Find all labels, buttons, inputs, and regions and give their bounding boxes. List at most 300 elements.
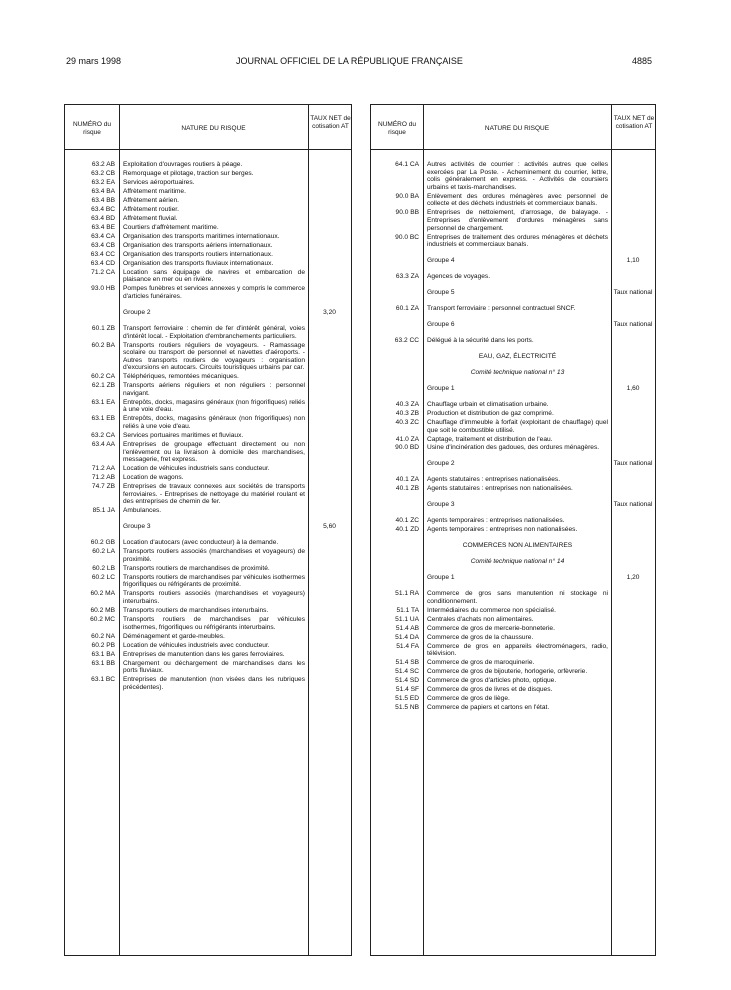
risk-nature: Entrepôts, docks, magasins généraux (non frigorifiques) non reliés à une voie d'eau. <box>123 415 305 431</box>
group-row <box>371 289 655 297</box>
table-row <box>65 325 351 340</box>
rate-value <box>611 686 655 694</box>
risk-code: 63.4 BA <box>91 187 115 195</box>
risk-nature: Autres activités de courrier : activités autres que celles exercées par La Poste. - Acheminement du courrier, lettre, colis généralement en express. - Activités de coursiers urbains et taxis-marchandises. <box>427 161 608 191</box>
table-row <box>65 539 351 547</box>
table-row <box>371 686 655 694</box>
risk-code: 51.4 DA <box>395 633 419 641</box>
rate-value <box>308 170 351 178</box>
risk-code: 60.1 ZB <box>91 324 115 332</box>
rate-value: Taux national <box>613 460 653 468</box>
table-row <box>65 170 351 178</box>
table-row <box>65 260 351 268</box>
rate-value <box>308 233 351 241</box>
rate-value <box>308 206 351 214</box>
table-row <box>65 197 351 205</box>
rate-value <box>308 342 351 372</box>
risk-code: 51.1 UA <box>395 615 419 623</box>
table-row <box>371 590 655 605</box>
risk-code: 63.4 CC <box>90 250 115 258</box>
risk-nature: Commerce de gros sans manutention ni stockage ni conditionnement. <box>427 590 608 605</box>
risk-code: 90.0 BD <box>395 444 419 452</box>
risk-code: 63.2 CC <box>394 337 419 345</box>
table-row <box>371 161 655 191</box>
rate-value <box>611 695 655 703</box>
risk-nature: Remorquage et pilotage, traction sur berges. <box>123 169 254 177</box>
rate-value <box>611 305 655 313</box>
rate-value <box>611 659 655 667</box>
risk-code <box>371 501 423 509</box>
table-row <box>65 676 351 691</box>
risk-nature: Comité technique national n° 14 <box>470 558 565 566</box>
risk-nature: Entreprises de manutention dans les gares ferroviaires. <box>123 650 285 658</box>
risk-code: 60.2 MB <box>90 606 115 614</box>
rate-value <box>308 651 351 659</box>
risk-nature: Agents temporaires : entreprises non nationalisées. <box>427 526 578 534</box>
rate-value: Taux national <box>613 501 653 509</box>
rate-value <box>308 474 351 482</box>
risk-nature: Usine d'incinération des gadoues, des ordures ménagères. <box>427 444 600 452</box>
header-date: 29 mars 1998 <box>66 56 122 66</box>
table-row <box>371 209 655 232</box>
risk-code: 63.4 BB <box>91 196 115 204</box>
risk-code: 63.2 CB <box>91 169 115 177</box>
rate-value <box>611 369 655 377</box>
risk-code: 51.4 SC <box>395 668 419 676</box>
risk-nature: Commerce de gros de maroquinerie. <box>427 659 535 667</box>
risk-nature: Location de véhicules industriels sans conducteur. <box>123 465 270 473</box>
risk-code: 41.0 ZA <box>395 435 419 443</box>
table-row <box>371 668 655 676</box>
table-row <box>65 633 351 641</box>
table-row <box>65 651 351 659</box>
table-row <box>65 441 351 464</box>
risk-nature: Chauffage d'immeuble à forfait (exploitant de chauffage) quel que soit le combustible utilisé. <box>427 418 608 434</box>
risk-code: 51.5 ED <box>395 695 419 703</box>
rate-value <box>308 565 351 573</box>
rate-value: Taux national <box>613 289 653 297</box>
risk-nature: Groupe 1 <box>427 384 455 392</box>
risk-code <box>65 309 119 317</box>
rate-value <box>308 285 351 300</box>
rate-value <box>611 677 655 685</box>
risk-code: 40.1 ZC <box>395 517 419 525</box>
table-row <box>371 616 655 624</box>
rate-value <box>308 616 351 631</box>
rate-value <box>308 415 351 430</box>
risk-nature: Transport ferroviaire : chemin de fer d'intérêt général, voies d'intérêt local. - Exploitation d'embranchements particuliers. <box>123 324 305 340</box>
group-row <box>371 321 655 329</box>
rate-value <box>611 526 655 534</box>
table-row <box>65 432 351 440</box>
risk-code: 60.2 NA <box>91 632 115 640</box>
rate-value <box>308 242 351 250</box>
table-row <box>65 161 351 169</box>
table-row <box>371 193 655 208</box>
risk-nature: Chargement ou déchargement de marchandises dans les ports fluviaux. <box>123 659 305 675</box>
rate-value <box>611 337 655 345</box>
group-row <box>371 257 655 265</box>
table-row <box>65 269 351 284</box>
risk-nature: Affrètement routier. <box>123 205 179 213</box>
risk-code: 63.1 BA <box>91 650 115 658</box>
risk-nature: Transports routiers réguliers de voyageurs. - Ramassage scolaire ou transport de personnel et navettes d'aéroports. - Autres transports routiers de voyageurs : organisation d'excursions en autocars. Circuits touristiques urbains par car. <box>123 341 305 372</box>
rate-value <box>308 633 351 641</box>
risk-code: 63.1 BB <box>91 659 115 667</box>
risk-nature: Téléphériques, remontées mécaniques. <box>123 373 239 381</box>
table-row <box>65 188 351 196</box>
rate-value <box>308 660 351 675</box>
risk-nature: Affrètement maritime. <box>123 187 186 195</box>
rate-value: 1,20 <box>626 574 640 582</box>
table-row <box>371 337 655 345</box>
table-row <box>371 476 655 484</box>
risk-nature: Ambulances. <box>123 507 162 515</box>
rate-value: 1,10 <box>626 257 640 265</box>
rate-value <box>308 399 351 414</box>
rate-value <box>611 558 655 566</box>
risk-code: 63.4 BC <box>91 205 115 213</box>
rate-value <box>611 616 655 624</box>
risk-code <box>371 558 423 566</box>
risk-code: 40.1 ZD <box>395 526 419 534</box>
rate-value <box>308 507 351 515</box>
risk-code: 63.3 ZA <box>395 273 419 281</box>
risk-code: 90.0 BA <box>395 192 419 200</box>
risk-code <box>371 321 423 329</box>
rate-value <box>611 517 655 525</box>
risk-nature: Transports routiers de marchandises de proximité. <box>123 564 270 572</box>
rate-value <box>611 193 655 208</box>
table-row <box>371 607 655 615</box>
rate-value <box>611 668 655 676</box>
risk-code: 74.7 ZB <box>91 483 115 491</box>
risk-code: 63.4 CD <box>90 259 115 267</box>
risk-nature: Groupe 5 <box>427 289 455 297</box>
risk-code: 40.1 ZB <box>395 485 419 493</box>
col-header-nature: NATURE DU RISQUE <box>484 125 550 132</box>
risk-nature: Location sans équipage de navires et embarcation de plaisance en mer ou en rivière. <box>123 268 305 284</box>
risk-code: 60.2 LA <box>92 548 115 556</box>
table-row <box>65 342 351 372</box>
risk-code: 63.4 CB <box>91 241 115 249</box>
table-row <box>371 634 655 642</box>
table-row <box>371 677 655 685</box>
table-row <box>65 179 351 187</box>
group-row <box>65 309 351 317</box>
risk-nature: Entrepôts, docks, magasins généraux (non frigorifiques) reliés à une voie d'eau. <box>123 398 305 414</box>
risk-code: 63.2 EA <box>91 178 115 186</box>
rate-value <box>611 436 655 444</box>
rate-value: 1,60 <box>626 384 640 392</box>
risk-nature: Déménagement et garde-meubles. <box>123 632 225 640</box>
risk-code: 63.4 CA <box>91 232 115 240</box>
rate-value <box>308 382 351 397</box>
table-row <box>371 273 655 281</box>
risk-nature: Agents statutaires : entreprises nationalisées. <box>427 476 561 484</box>
rate-value <box>611 607 655 615</box>
risk-code: 60.2 MA <box>90 590 115 598</box>
risk-nature: Groupe 1 <box>427 574 455 582</box>
header-page-number: 4885 <box>631 56 652 66</box>
risk-code: 63.2 CA <box>91 432 115 440</box>
right-table <box>370 104 656 956</box>
risk-code: 60.2 PB <box>91 641 115 649</box>
risk-code: 51.5 NB <box>395 704 419 712</box>
rate-value <box>308 676 351 691</box>
table-row <box>371 410 655 418</box>
header-title: JOURNAL OFFICIEL DE LA RÉPUBLIQUE FRANÇAISE <box>236 56 463 66</box>
risk-nature: Transports routiers de marchandises par véhicules isothermes, frigorifiques ou réfrigérants interurbains. <box>123 615 305 631</box>
risk-code: 51.1 TA <box>396 606 419 614</box>
risk-code: 60.2 CA <box>91 373 115 381</box>
risk-nature: Agences de voyages. <box>427 273 491 281</box>
rate-value <box>611 410 655 418</box>
rate-value <box>308 432 351 440</box>
table-row <box>65 565 351 573</box>
rate-value <box>308 161 351 169</box>
rate-value <box>611 643 655 658</box>
left-table-rows <box>65 161 351 693</box>
risk-code: 60.2 GB <box>90 539 115 547</box>
group-row <box>371 501 655 509</box>
left-table <box>64 104 352 956</box>
rate-value <box>308 441 351 464</box>
risk-nature: Transports routiers associés (marchandises et voyageurs) interurbains. <box>123 590 305 605</box>
rate-value <box>611 542 655 550</box>
table-row <box>65 233 351 241</box>
risk-code: 90.0 BC <box>395 233 419 241</box>
risk-nature: Transports routiers de marchandises par véhicules isothermes frigorifiques ou réfrigérants de proximité. <box>123 573 305 589</box>
section-heading-row <box>371 542 655 550</box>
table-row <box>65 373 351 381</box>
table-row <box>65 483 351 506</box>
risk-nature: Comité technique national n° 13 <box>470 368 565 376</box>
risk-nature: Entreprises de travaux connexes aux sociétés de transports ferroviaires. - Entreprises de nettoyage du matériel roulant et des entreprises de chemin de fer. <box>123 483 305 506</box>
risk-code: 63.4 BE <box>91 223 115 231</box>
rate-value <box>308 215 351 223</box>
risk-nature: Location de wagons. <box>123 474 184 482</box>
table-row <box>65 590 351 605</box>
rate-value <box>308 251 351 259</box>
risk-nature: Groupe 3 <box>427 501 455 509</box>
page-header <box>66 56 652 70</box>
risk-nature: Commerce de gros de livres et de disques. <box>427 686 553 694</box>
risk-nature: Commerce de gros de bijouterie, horlogerie, orfèvrerie. <box>427 668 588 676</box>
risk-nature: Exploitation d'ouvrages routiers à péage. <box>123 161 243 168</box>
table-row <box>371 485 655 493</box>
rate-value <box>308 179 351 187</box>
risk-code: 71.2 CA <box>91 268 115 276</box>
risk-nature: Groupe 6 <box>427 321 455 329</box>
risk-nature: Transports routiers de marchandises interurbains. <box>123 606 269 614</box>
risk-code: 63.1 BC <box>91 676 115 684</box>
risk-code: 90.0 BB <box>395 209 419 217</box>
rate-value: Taux national <box>613 321 653 329</box>
risk-nature: Centrales d'achats non alimentaires. <box>427 615 534 623</box>
rate-value <box>308 269 351 284</box>
rate-value <box>308 224 351 232</box>
rate-value: 5,60 <box>323 523 336 531</box>
committee-row <box>371 369 655 377</box>
risk-code: 60.2 MC <box>90 615 115 623</box>
table-row <box>65 251 351 259</box>
rate-value <box>308 539 351 547</box>
risk-code <box>65 523 119 531</box>
rate-value: 3,20 <box>323 308 336 316</box>
risk-code: 40.1 ZA <box>395 476 419 484</box>
rate-value <box>611 419 655 434</box>
risk-code: 51.4 SB <box>395 659 419 667</box>
risk-code: 40.3 ZB <box>395 409 419 417</box>
table-row <box>65 642 351 650</box>
risk-nature: Commerce de gros de mercerie-bonneterie. <box>427 624 555 632</box>
risk-nature: Entreprises de manutention (non visées dans les rubriques précédentes). <box>123 676 305 691</box>
rate-value <box>611 444 655 452</box>
risk-nature: Commerce de gros de liège. <box>427 695 510 703</box>
risk-nature: Groupe 2 <box>427 460 455 468</box>
risk-code: 60.1 ZA <box>395 305 419 313</box>
table-row <box>65 616 351 631</box>
risk-code: 60.2 BA <box>91 341 115 349</box>
risk-nature: Organisation des transports fluviaux internationaux. <box>123 259 274 267</box>
risk-nature: Captage, traitement et distribution de l'eau. <box>427 435 553 443</box>
risk-nature: Enlèvement des ordures ménagères avec personnel de collecte et des déchets industriels et commerciaux banals. <box>427 192 608 208</box>
risk-nature: Commerce de gros de la chaussure. <box>427 633 534 641</box>
table-row <box>371 526 655 534</box>
risk-code: 63.4 AA <box>91 441 115 448</box>
right-table-rows <box>371 161 655 713</box>
risk-nature: Commerce de papiers et cartons en l'état. <box>427 704 550 712</box>
table-row <box>65 465 351 473</box>
risk-nature: Location d'autocars (avec conducteur) à la demande. <box>123 539 279 547</box>
risk-nature: Groupe 3 <box>123 523 151 531</box>
table-row <box>371 704 655 712</box>
rate-value <box>308 590 351 605</box>
risk-code: 51.4 SF <box>395 686 419 694</box>
rate-value <box>611 476 655 484</box>
table-row <box>65 285 351 300</box>
risk-code <box>371 385 423 393</box>
rate-value <box>308 465 351 473</box>
group-row <box>371 574 655 582</box>
risk-nature: Chauffage urbain et climatisation urbaine. <box>427 400 549 408</box>
table-row <box>65 607 351 615</box>
table-row <box>65 382 351 397</box>
table-row <box>65 507 351 515</box>
risk-nature: COMMERCES NON ALIMENTAIRES <box>462 542 573 550</box>
risk-nature: Organisation des transports maritimes internationaux. <box>123 232 280 240</box>
rate-value <box>611 704 655 712</box>
rate-value <box>308 373 351 381</box>
risk-nature: Affrètement fluvial. <box>123 214 178 222</box>
group-row <box>371 385 655 393</box>
risk-nature: Groupe 2 <box>123 308 151 316</box>
rate-value <box>611 234 655 249</box>
rate-value <box>308 642 351 650</box>
risk-code: 51.4 FA <box>396 642 419 650</box>
risk-nature: Transport ferroviaire : personnel contractuel SNCF. <box>427 305 576 313</box>
risk-code <box>371 369 423 377</box>
table-row <box>65 415 351 430</box>
risk-code: 63.1 EB <box>91 415 115 423</box>
risk-code: 63.2 AB <box>91 161 115 168</box>
risk-code: 51.4 SD <box>395 677 419 685</box>
risk-code: 60.2 LC <box>91 573 115 581</box>
table-row <box>65 224 351 232</box>
table-row <box>371 659 655 667</box>
table-row <box>65 399 351 414</box>
risk-nature: Organisation des transports routiers internationaux. <box>123 250 273 258</box>
rate-value <box>308 574 351 589</box>
table-row <box>65 215 351 223</box>
risk-nature: Transports routiers associés (marchandises et voyageurs) de proximité. <box>123 548 305 563</box>
risk-code: 63.1 EA <box>91 398 115 406</box>
table-row <box>371 517 655 525</box>
col-header-taux: TAUX NET de cotisation AT <box>613 115 655 130</box>
risk-nature: Agents temporaires : entreprises nationalisées. <box>427 517 565 525</box>
risk-nature: Courtiers d'affrètement maritime. <box>123 223 219 231</box>
risk-code: 63.4 BD <box>91 214 115 222</box>
col-header-nature: NATURE DU RISQUE <box>181 125 246 132</box>
risk-nature: Services aéroportuaires. <box>123 178 195 186</box>
risk-nature: Entreprises de nettoiement, d'arrosage, de balayage. - Entreprises d'enlèvement d'ordures ménagères sans personnel de chargement. <box>427 209 608 232</box>
rate-value <box>611 485 655 493</box>
risk-code: 40.3 ZA <box>395 400 419 408</box>
table-row <box>65 474 351 482</box>
risk-nature: Délégué à la sécurité dans les ports. <box>427 337 534 345</box>
risk-nature: Groupe 4 <box>427 257 455 265</box>
risk-nature: EAU, GAZ, ÉLECTRICITÉ <box>478 353 557 360</box>
table-row <box>65 574 351 589</box>
rate-value <box>611 273 655 281</box>
rate-value <box>611 161 655 191</box>
table-row <box>371 444 655 452</box>
risk-code: 60.2 LB <box>92 564 115 572</box>
risk-nature: Agents statutaires : entreprises non nationalisées. <box>427 485 573 493</box>
risk-nature: Entreprises de groupage effectuant directement ou non l'enlèvement ou la livraison à domicile des marchandises, messagerie, fret express. <box>123 441 305 464</box>
committee-row <box>371 558 655 566</box>
risk-nature: Commerce de gros d'articles photo, optique. <box>427 677 557 685</box>
risk-code: 71.2 AB <box>91 474 115 482</box>
risk-nature: Entreprises de traitement des ordures ménagères et déchets industriels et commerciaux banals. <box>427 233 608 249</box>
table-row <box>371 643 655 658</box>
risk-nature: Organisation des transports aériens internationaux. <box>123 241 273 249</box>
table-row <box>371 695 655 703</box>
risk-code <box>371 574 423 582</box>
col-header-numero: NUMÉRO du risque <box>73 121 111 136</box>
risk-code: 85.1 JA <box>92 507 115 515</box>
risk-code <box>371 460 423 468</box>
risk-nature: Commerce de gros en appareils électroménagers, radio, télévision. <box>427 642 608 658</box>
risk-nature: Intermédiaires du commerce non spécialisé. <box>427 606 557 614</box>
rate-value <box>308 188 351 196</box>
rate-value <box>611 625 655 633</box>
risk-code <box>371 542 423 550</box>
risk-nature: Production et distribution de gaz comprimé. <box>427 409 554 417</box>
table-row <box>65 548 351 563</box>
risk-code <box>371 257 423 265</box>
rate-value <box>308 197 351 205</box>
group-row <box>371 460 655 468</box>
rate-value <box>308 548 351 563</box>
risk-nature: Services portuaires maritimes et fluviaux. <box>123 432 244 440</box>
section-heading-row <box>371 353 655 361</box>
rate-value <box>308 260 351 268</box>
rate-value <box>308 325 351 340</box>
table-row <box>65 206 351 214</box>
rate-value <box>611 353 655 361</box>
